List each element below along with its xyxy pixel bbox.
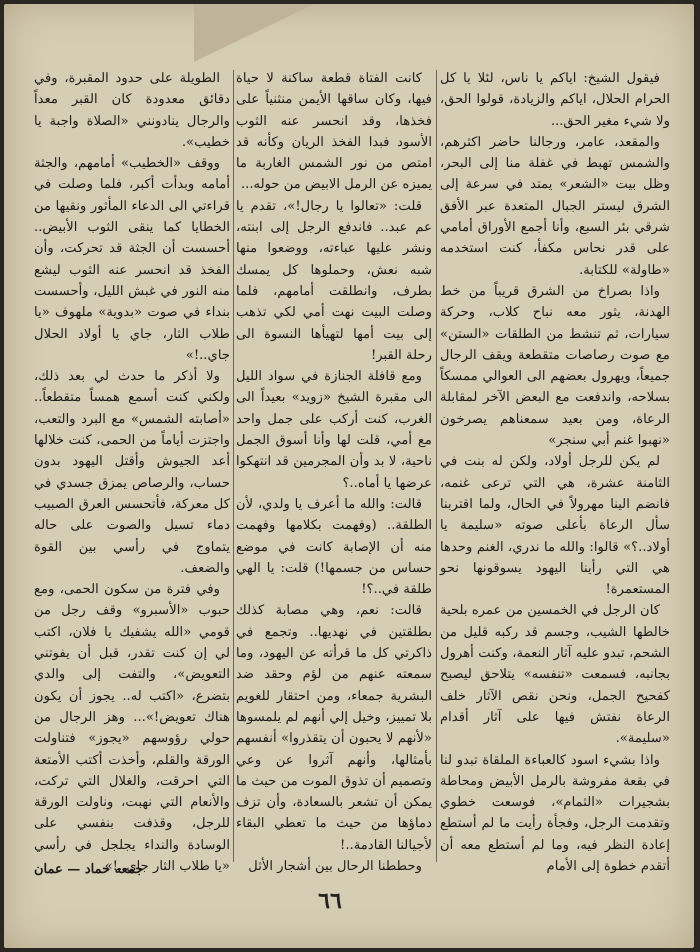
paragraph: ووقف «الخطيب» أمامهم، والجثة أمامه وبدأت أكبر، فلما وصلت في قراءتي الى الدعاء المأثور ونقيها من الخطايا كما ينقى الثوب الأبيض.. أحسست أن الجثة قد تحركت، وأن الفخذ قد انحسر عنه الثوب ليشع منه النور في غبش الليل، وأحسست بنداء في صوت «بدوية» ملهوف «يا طلاب الثار، جاي يا أولاد الحلال جاي..!»	[34, 156, 230, 363]
paragraph: قالت: والله ما أعرف يا ولدي، لأن الطلقة.. (وفهمت بكلامها وفهمت منه أن الإصابة كانت في موضع حساس من جسمها!) قلت: يا الهي طلقة في..؟!	[236, 496, 432, 598]
paragraph: والمقعد، عامر، ورجالنا حاضر اكثرهم، والشمس تهبط في غفلة منا إلى البحر، وظل بيت «الشعر» يمتد في سرعة إلى الشرق ليستر الجبال المتعدة عبر الأفق شرقي بئر السبع، وأنا أجمع الأوراق أمامي على قدر نحاس مكفأ، كنت استخدمه «طاولة» للكتابة.	[440, 134, 670, 278]
paragraph: واذا بصراخ من الشرق قريباً من خط الهدنة، يثور معه نباح كلاب، وحركة سيارات، ثم تنشط من الطلقات «الستن» مع صوت رصاصات متقطعة ويقف الرجال جميعاً، ويهرول بعضهم الى العوالي ممسكاً بسلاحه، واندفعت مع البعض الآخر لمقابلة الرعاة، ومن بعيد سمعناهم يصرخون «نهبوا غنم أبي سنجر»	[440, 283, 670, 449]
folded-corner	[194, 4, 314, 62]
text-column-right	[440, 68, 670, 874]
paragraph: ولا أذكر ما حدث لي بعد ذلك، ولكني كنت أسمع همساً متقطعاً.. «أصابته الشمس» مع البرد والتعب، واجتزت أياماً من الحمى، كنت خلالها أعد الجيوش وأقتل اليهود بدون حساب، والرصاص يمزق جسدي في كل معركة، فأتحسس العرق الصبيب دماء تسيل والصوت على حاله يتماوج في رأسي بين القوة والضعف.	[34, 369, 230, 576]
paragraph: كانت الفتاة قطعة ساكنة لا حياة فيها، وكان ساقها الأيمن منثنياً على فخذها، وقد انحسر عنه الثوب الأسود فبدا الفخذ الريان وكأنه قد امتص من نور الشمس الغاربة ما يميزه عن الرمل الابيض من حوله...	[236, 71, 432, 193]
author-signature: جمعه حماد — عمان	[34, 862, 144, 877]
paragraph: واذا بشيء اسود كالعباءة الملقاة تبدو لنا في بقعة مفروشة بالرمل الأبيض ومحاطة بشجيرات «الثمام»، فوسعت خطوي وتقدمت الرجل، وفجأة رأيت ما لم أستطع إعادة النظر فيه، وما لم أستطع معه أن أتقدم خطوة إلى الأمام	[440, 752, 670, 874]
paragraph: كان الرجل في الخمسين من عمره بلحية خالطها الشيب، وجسم قد ركبه قليل من الشحم، تبدو عليه آثار النعمة، وكنت أهرول بجانبه، فسمعت «تنفسه» يتلاحق ليصبح كفحيح الجمل، ونحن نقص الآثار خلف الرعاة نفتش فيها على آثار أقدام «سليمة».	[440, 603, 670, 747]
column-divider	[436, 70, 437, 862]
paragraph: وفي فترة من سكون الحمى، ومع حبوب «الأسبرو» وقف رجل من قومي «الله يشفيك يا فلان، اكتب لي إن كنت تقدر، قبل أن يفوتني التعويض»، والتفت إلى والدي بتضرع، «اكتب له.. يجوز أن يكون هناك تعويض!»... وهز الرجال من حولي رؤوسهم «يجوز» فتناولت الورقة والقلم، وأخذت أكتب الأمتعة التي احرقت، والغلال التي تركت، والأنعام التي نهبت، وناولت الورقة للرجل، وقذفت بنفسي على الوسادة والنداء يجلجل في رأسي «يا طلاب الثار جاي..!»	[34, 582, 230, 874]
paragraph: فيقول الشيخ: اياكم يا ناس، لئلا يا كل الحرام الحلال، اياكم والزيادة، قولوا الحق، ولا شيء مغير الحق...	[440, 71, 670, 129]
column-divider	[233, 70, 234, 862]
paragraph: قالت: نعم، وهي مصابة كذلك بطلقتين في نهديها.. وتجمع في ذاكرتي كل ما قرأته عن اليهود، وما سمعته عنهم من لؤم وحقد ضد البشرية جمعاء، ومن احتقار للغويم بلا تمييز، وخيل إلي أنهم لم يلمسوها «لأنهم لا يحبون أن يتقذروا» أنفسهم بأمثالها، وأنهم آثروا عن وعي وتصميم أن تذوق الموت من حيث ما يمكن أن تشعر بالسعادة، وأن تزف دماؤها من حيث ما تعطي البقاء لأجيالنا القادمة..!	[236, 603, 432, 853]
paragraph: الطويلة على حدود المقبرة، وفي دقائق معدودة كان القبر معداً والرجال ينادونني «الصلاة واجبة يا خطيب».	[34, 71, 230, 150]
paragraph: ومع قافلة الجنازة في سواد الليل الى مقبرة الشيخ «زويد» بعيداً الى الغرب، كنت أركب على جمل واحد مع أمي، قلت لها وأنا أسوق الجمل ناحية، لا بد وأن المجرمين قد انتهكوا عرضها يا أماه..؟	[236, 369, 432, 491]
paragraph: قلت: «تعالوا يا رجال!»، تقدم يا عم عبد.. فاندفع الرجل إلى ابنته، ونشر عليها عباءته، ووضعوا منها شبه نعش، وحملوها كل يمسك بطرف، وانطلقت أمامهم، فلما وصلت البيت نهت أمي لكي تذهب إلى بيت أمها لتهيأها النسوة الى رحلة القبر!	[236, 198, 432, 363]
paragraph: وحططنا الرحال بين أشجار الأثل	[248, 858, 422, 874]
text-column-middle	[236, 68, 432, 874]
page-number: ٦٦	[318, 888, 342, 914]
paragraph: لم يكن للرجل أولاد، ولكن له بنت في الثامنة عشرة، هي التي ترعى غنمه، فانضم الينا مهرولاً في الحال، ولما اقتربنا سأل الرعاة بأعلى صوته «سليمة يا أولاد..؟» قالوا: والله ما ندري، الغنم وحدها هي التي رأينا اليهود يسوقونها نحو المستعمرة!	[440, 454, 670, 598]
magazine-page	[4, 4, 694, 948]
